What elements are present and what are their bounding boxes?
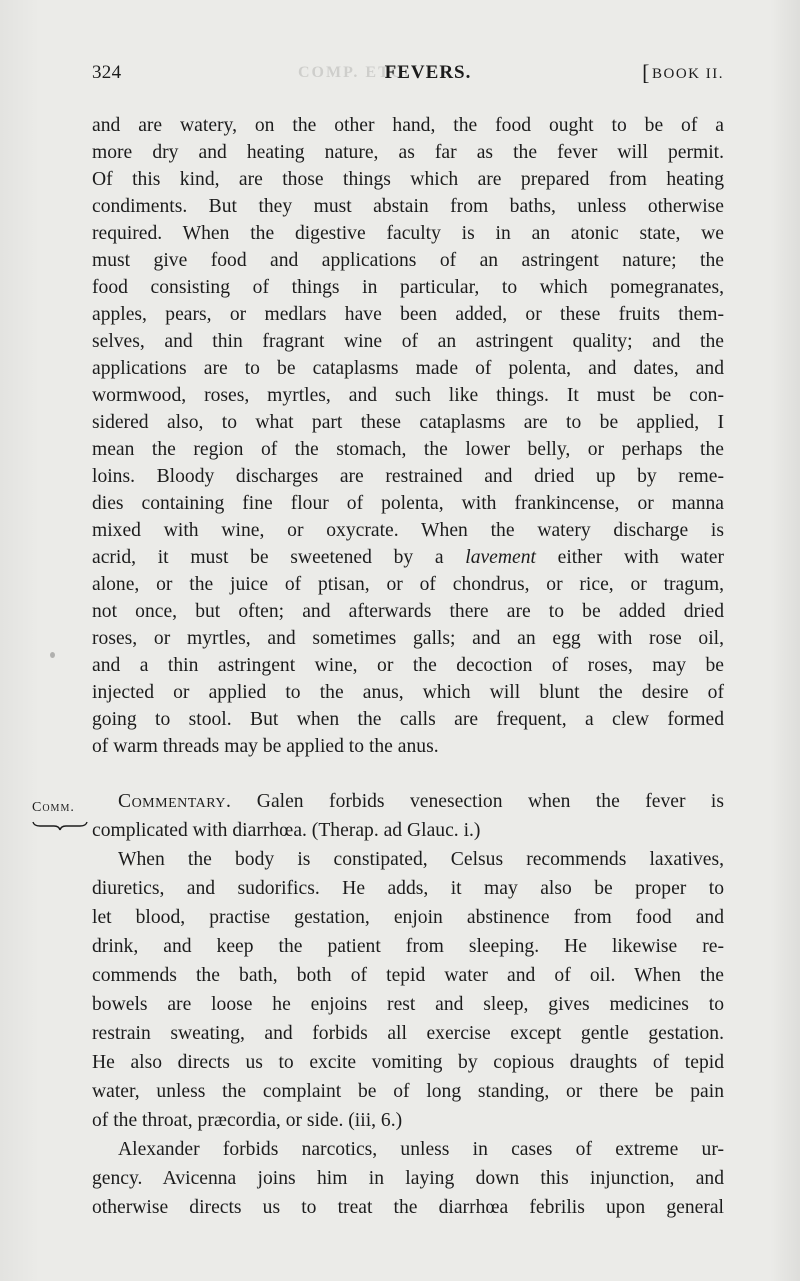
text-line: must give food and applications of an astringent nature; the: [92, 250, 724, 271]
text-line: mean the region of the stomach, the lower belly, or perhaps the: [92, 439, 724, 460]
text-line: When the body is constipated, Celsus recommends laxatives,: [118, 849, 724, 870]
text-line: sidered also, to what part these cataplasms are to be applied, I: [92, 412, 724, 433]
text-line: wormwood, roses, myrtles, and such like things. It must be con-: [92, 385, 724, 406]
italic-term: lavement: [465, 547, 536, 568]
book-reference-text: BOOK II.: [652, 66, 724, 82]
text-line: mixed with wine, or oxycrate. When the watery discharge is: [92, 520, 724, 541]
text-line: and a thin astringent wine, or the decoction of roses, may be: [92, 655, 724, 676]
text-segment: Galen forbids venesection when the fever is: [231, 791, 724, 812]
text-line: drink, and keep the patient from sleeping. He likewise re-: [92, 936, 724, 957]
text-line: required. When the digestive faculty is in an atonic state, we: [92, 223, 724, 244]
text-segment: either with water: [535, 547, 724, 568]
main-text: [92, 112, 724, 760]
paper-speck: [50, 652, 55, 658]
text-line: food consisting of things in particular, to which pomegranates,: [92, 277, 724, 298]
text-line: gency. Avicenna joins him in laying down this injunction, and: [92, 1168, 724, 1189]
text-line: He also directs us to excite vomiting by copious draughts of tepid: [92, 1052, 724, 1073]
page-number: 324: [92, 62, 122, 83]
text-line: restrain sweating, and forbids all exercise except gentle gestation.: [92, 1023, 724, 1044]
text-line: condiments. But they must abstain from baths, unless otherwise: [92, 196, 724, 217]
text-line: not once, but often; and afterwards there are to be added dried: [92, 601, 724, 622]
text-line: of warm threads may be applied to the anus.: [92, 736, 439, 757]
text-line: and are watery, on the other hand, the food ought to be of a: [92, 115, 724, 136]
text-line: dies containing fine flour of polenta, with frankincense, or manna: [92, 493, 724, 514]
book-reference: [642, 60, 724, 86]
running-title: FEVERS.: [384, 62, 472, 83]
text-line: let blood, practise gestation, enjoin abstinence from food and: [92, 907, 724, 928]
text-line: diuretics, and sudorifics. He adds, it may also be proper to: [92, 878, 724, 899]
bleed-through-text: COMP. ETC.: [298, 64, 411, 81]
text-line: alone, or the juice of ptisan, or of chondrus, or rice, or tragum,: [92, 574, 724, 595]
text-line: water, unless the complaint be of long standing, or there be pain: [92, 1081, 724, 1102]
text-line: loins. Bloody discharges are restrained and dried up by reme-: [92, 466, 724, 487]
text-line: otherwise directs us to treat the diarrhœa febrilis upon general: [92, 1197, 724, 1218]
text-line: injected or applied to the anus, which will blunt the desire of: [92, 682, 724, 703]
text-line: roses, or myrtles, and sometimes galls; and an egg with rose oil,: [92, 628, 724, 649]
margin-brace-icon: [32, 820, 88, 832]
text-line: [92, 544, 724, 571]
text-line: bowels are loose he enjoins rest and sleep, gives medicines to: [92, 994, 724, 1015]
text-line: [92, 788, 724, 815]
text-line: Of this kind, are those things which are prepared from heating: [92, 169, 724, 190]
text-line: Alexander forbids narcotics, unless in cases of extreme ur-: [118, 1139, 724, 1160]
text-line: commends the bath, both of tepid water and of oil. When the: [92, 965, 724, 986]
bracket-glyph: [: [642, 60, 651, 85]
running-header: [92, 62, 724, 92]
text-line: complicated with diarrhœa. (Therap. ad Glauc. i.): [92, 820, 481, 841]
text-segment: acrid, it must be sweetened by a: [92, 547, 466, 568]
commentary-label: Commentary.: [118, 791, 232, 812]
text-line: going to stool. But when the calls are frequent, a clew formed: [92, 709, 724, 730]
text-line: of the throat, præcordia, or side. (iii, 6.): [92, 1110, 403, 1131]
text-line: applications are to be cataplasms made of polenta, and dates, and: [92, 358, 724, 379]
text-line: selves, and thin fragrant wine of an astringent quality; and the: [92, 331, 724, 352]
text-line: more dry and heating nature, as far as the fever will permit.: [92, 142, 724, 163]
text-line: apples, pears, or medlars have been added, or these fruits them-: [92, 304, 724, 325]
commentary-section: [92, 788, 724, 1223]
margin-note: Comm.: [32, 800, 75, 815]
